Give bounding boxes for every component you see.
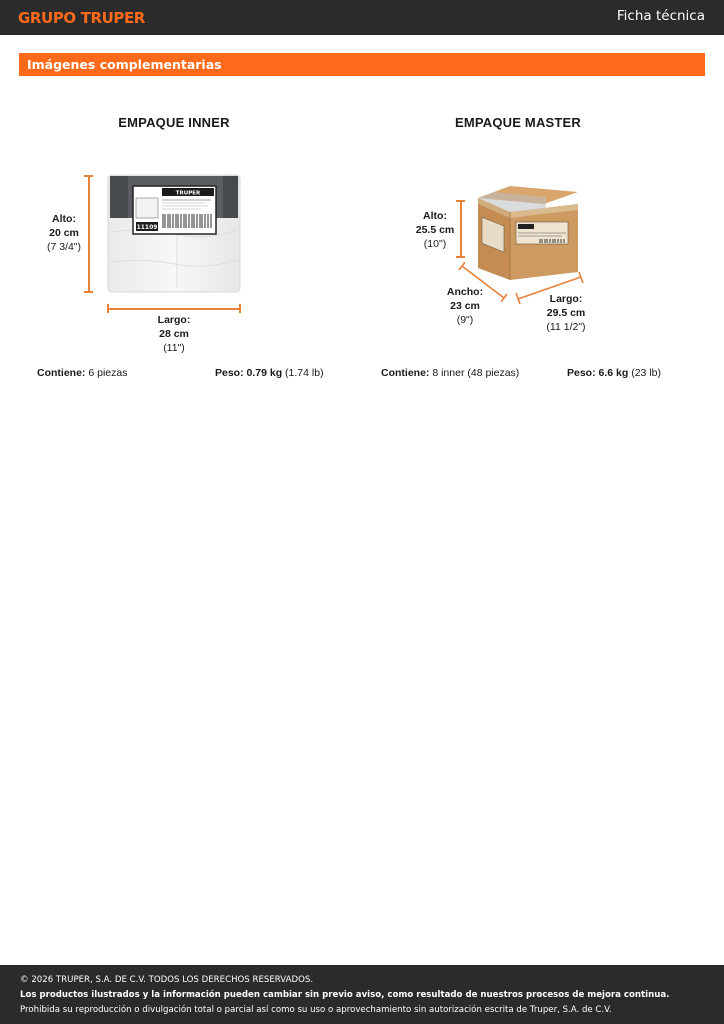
master-title: EMPAQUE MASTER [454, 115, 582, 130]
master-height-cap-top [456, 200, 465, 202]
inner-length-cap-left [107, 304, 109, 313]
footer-notice: Los productos ilustrados y la información pueden cambiar sin previo aviso, como resultado de nuestros procesos de mejora continua. [20, 990, 670, 1000]
master-length-label: Largo: 29.5 cm (11 1/2") [546, 293, 586, 333]
inner-weight: Peso: 0.79 kg (1.74 lb) [215, 367, 324, 379]
inner-title: EMPAQUE INNER [118, 115, 230, 130]
inner-height-cap-bottom [84, 291, 93, 293]
section-title: Imágenes complementarias [27, 57, 222, 72]
footer-rights: Prohibida su reproducción o divulgación total o parcial así como su uso o aprovechamiento sin autorización escrita de Truper, S.A. de C.V. [20, 1005, 612, 1015]
inner-bag-image [105, 172, 243, 296]
footer [0, 965, 724, 1024]
master-height-cap-bottom [456, 256, 465, 258]
inner-contents: Contiene: 6 piezas [37, 367, 128, 379]
section-header [19, 53, 705, 76]
truper-logo: GRUPO TRUPER [18, 9, 145, 27]
master-width-label: Ancho: 23 cm (9") [446, 286, 484, 326]
inner-height-cap-top [84, 175, 93, 177]
top-bar [0, 0, 724, 35]
inner-length-label: Largo: 28 cm (11") [157, 314, 191, 354]
bag-label-code: 11109 [136, 224, 158, 231]
document-type: Ficha técnica [616, 8, 705, 24]
master-height-label: Alto: 25.5 cm (10") [415, 210, 455, 250]
bag-label-brand: TRUPER [175, 190, 201, 197]
footer-copyright: © 2026 TRUPER, S.A. DE C.V. TODOS LOS DERECHOS RESERVADOS. [20, 975, 314, 985]
master-contents: Contiene: 8 inner (48 piezas) [381, 367, 520, 379]
master-weight: Peso: 6.6 kg (23 lb) [567, 367, 661, 379]
inner-height-label: Alto: 20 cm (7 3/4") [46, 213, 82, 253]
inner-length-cap-right [239, 304, 241, 313]
inner-length-line [107, 308, 240, 310]
